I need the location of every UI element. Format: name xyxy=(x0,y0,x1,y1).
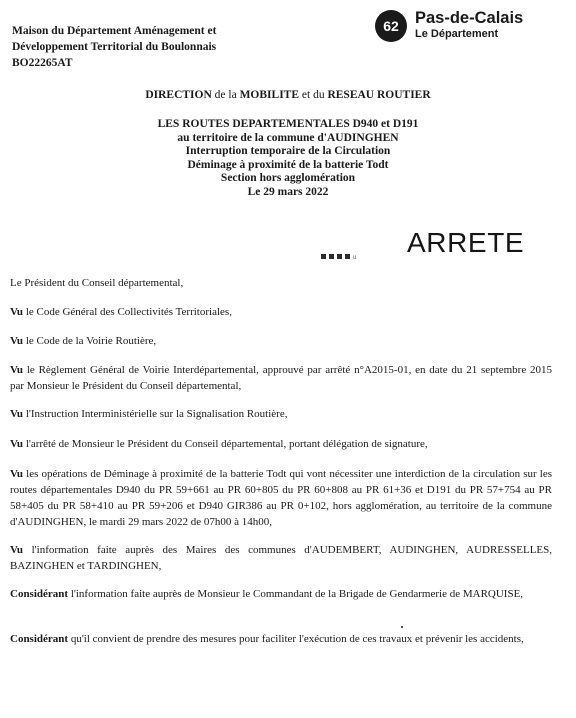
paragraph-vu xyxy=(10,333,552,349)
logo-subtitle: Le Département xyxy=(415,28,499,40)
sender-reference: BO22265AT xyxy=(12,57,73,69)
paragraph-text: le Règlement Général de Voirie Interdépartemental, approuvé par arrêté n°A2015-01, en date du 21 septembre 2015 par Monsieur le Président du Conseil départemental, xyxy=(10,364,552,392)
paragraph-vu xyxy=(10,406,552,422)
direction-connector: de la xyxy=(211,89,240,101)
direction-connector: et du xyxy=(299,89,328,101)
paragraph-text: Le Président du Conseil départemental, xyxy=(10,277,184,289)
title-date: Le 29 mars 2022 xyxy=(247,185,329,198)
paragraph-vu xyxy=(10,466,552,530)
paragraph-text: l'arrêté de Monsieur le Président du Conseil départemental, portant délégation de signature, xyxy=(23,438,428,450)
paragraph-text: le Code Général des Collectivités Territoriales, xyxy=(23,306,232,318)
direction-heading xyxy=(0,89,576,101)
direction-word: RESEAU ROUTIER xyxy=(327,89,431,101)
direction-word: DIRECTION xyxy=(145,89,212,101)
paragraph-text: l'Instruction Interministérielle sur la Signalisation Routière, xyxy=(23,408,288,420)
sender-line: Maison du Département Aménagement et xyxy=(12,25,217,37)
paragraph-text: le Code de la Voirie Routière, xyxy=(23,335,157,347)
paragraph-lead: Vu xyxy=(10,408,24,420)
title-line: Interruption temporaire de la Circulation xyxy=(185,145,391,158)
paragraph-lead: Vu xyxy=(10,468,24,480)
paragraph-text: l'information faite auprès de Monsieur le Commandant de la Brigade de Gendarmerie de MARQUISE, xyxy=(68,588,524,600)
paragraph-text: les opérations de Déminage à proximité de la batterie Todt qui vont nécessiter une interdiction de la circulation sur les routes départementales D940 du PR 59+661 au PR 60+805 du PR 60+808 au PR 61+36 et D191 du PR 57+754 au PR 58+405 du PR 58+410 au PR 59+206 et D940 GIR386 au PR 0+102, hors agglomération, au territoire de la commune d'AUDINGHEN, le mardi 29 mars 2022 de 07h00 à 14h00, xyxy=(10,468,552,528)
paragraph-lead: Vu xyxy=(10,438,24,450)
direction-word: MOBILITE xyxy=(239,89,300,101)
paragraph-vu xyxy=(10,436,552,452)
paragraph-text: qu'il convient de prendre des mesures pour faciliter l'exécution de ces travaux et prévenir les accidents, xyxy=(68,633,524,645)
paragraph-lead: Vu xyxy=(10,335,24,347)
paragraph-lead: Vu xyxy=(10,544,24,556)
paragraph-vu xyxy=(10,362,552,394)
paragraph-vu xyxy=(10,542,552,574)
paragraph-lead: Vu xyxy=(10,364,24,376)
paragraph-preamble xyxy=(10,275,552,291)
paragraph-lead: Considérant xyxy=(10,588,69,600)
scan-speck xyxy=(401,626,403,628)
paragraph-lead: Considérant xyxy=(10,633,69,645)
title-line: LES ROUTES DEPARTEMENTALES D940 et D191 xyxy=(157,118,419,130)
paragraph-considerant xyxy=(10,586,552,602)
sender-address xyxy=(12,23,282,71)
title-line: Déminage à proximité de la batterie Todt xyxy=(187,158,389,171)
logo-badge: 62 xyxy=(375,10,407,42)
dotted-mark: u xyxy=(321,254,381,260)
paragraph-vu xyxy=(10,304,552,320)
title-line: au territoire de la commune d'AUDINGHEN xyxy=(177,131,399,144)
department-logo xyxy=(375,9,565,43)
paragraph-text: l'information faite auprès des Maires des communes d'AUDEMBERT, AUDINGHEN, AUDRESSELLES, BAZINGHEN et TARDINGHEN, xyxy=(10,544,552,572)
arrete-heading: ARRETE xyxy=(407,227,525,258)
title-line: Section hors agglomération xyxy=(220,172,356,185)
logo-name: Pas-de-Calais xyxy=(415,9,524,27)
sender-line: Développement Territorial du Boulonnais xyxy=(12,41,217,53)
paragraph-considerant xyxy=(10,631,552,647)
decree-title-block xyxy=(0,118,576,200)
paragraph-lead: Vu xyxy=(10,306,24,318)
